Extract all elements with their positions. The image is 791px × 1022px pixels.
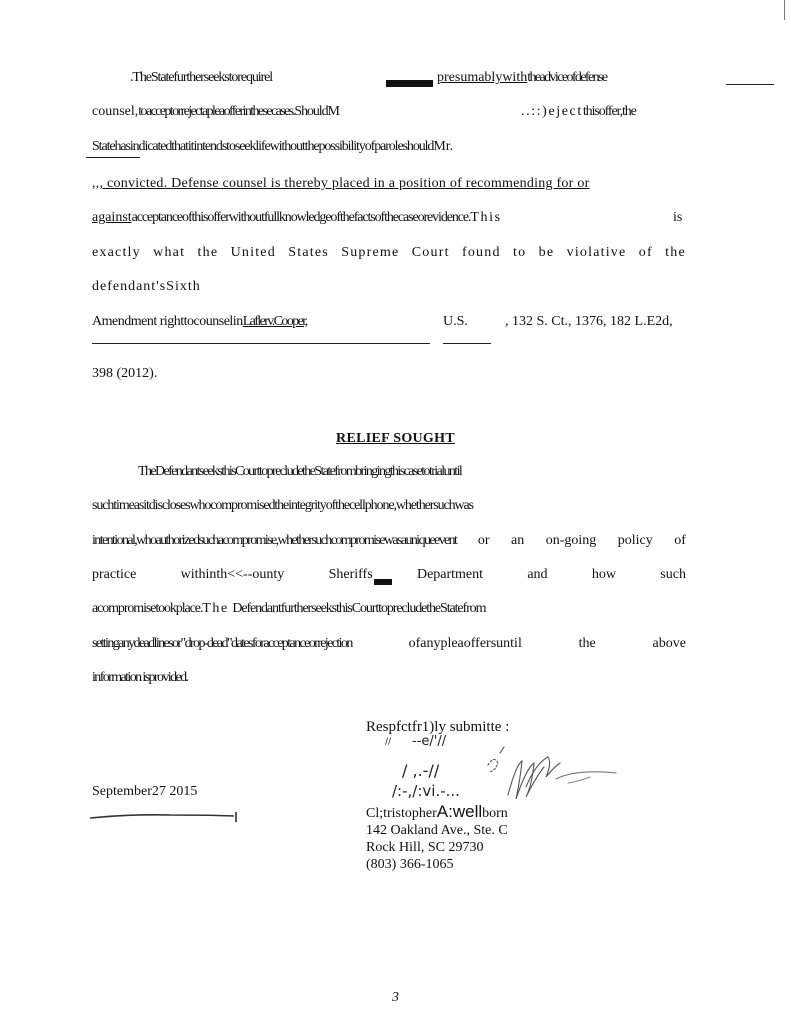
word: withinth<<--ounty bbox=[180, 567, 285, 582]
filing-date: September27 2015 bbox=[92, 784, 198, 799]
para1-line9: 398 (2012). bbox=[92, 366, 158, 381]
word: how bbox=[591, 567, 616, 582]
redaction-bar-small bbox=[374, 579, 392, 585]
relief-line2: suchtimeasitdiscloseswhocompromisedtheintegrityofthecellphone,whethersuchwas bbox=[92, 498, 474, 513]
attorney-address-line1: 142 Oakland Ave., Ste. C bbox=[366, 823, 508, 838]
section-heading: RELIEF SOUGHT bbox=[336, 431, 455, 446]
word: Department bbox=[416, 567, 484, 582]
redaction-rule bbox=[86, 157, 140, 158]
para1-line1: .TheStatefurtherseekstorequirel bbox=[130, 70, 272, 85]
attorney-address-line2: Rock Hill, SC 29730 bbox=[366, 840, 484, 855]
signature-scrawl: /:-,/:vi.-... bbox=[392, 782, 460, 800]
word: settinganydeadlinesor"drop-dead"datesforacceptanceorrejection bbox=[92, 636, 352, 651]
word: to bbox=[513, 245, 527, 260]
relief-line5: acompromisetookplace.The DefendantfurtherseeksthisCourttoprecludetheStatefrom bbox=[92, 601, 486, 616]
word: of bbox=[638, 245, 653, 260]
word: Sheriffs bbox=[328, 567, 373, 582]
word: above bbox=[652, 636, 686, 651]
word: Supreme bbox=[341, 245, 400, 260]
citation-reporter: , 132 S. Ct., 1376, 182 L.E2d, bbox=[505, 314, 673, 329]
word: of bbox=[674, 533, 686, 548]
date-signature-line bbox=[88, 810, 248, 824]
para1-line6 bbox=[92, 244, 686, 262]
header-rule-right bbox=[726, 84, 774, 85]
para1-line8: Amendment righttocounselinLaflerv.Cooper, bbox=[92, 314, 307, 329]
word: on-going bbox=[545, 533, 597, 548]
redaction-bar bbox=[386, 80, 433, 87]
relief-line1: TheDefendantseeksthisCourttoprecludetheStatefrombringingthiscasetotrialuntil bbox=[138, 464, 462, 479]
relief-line6 bbox=[92, 635, 686, 653]
word: what bbox=[153, 245, 186, 260]
word: ofanypleaoffersuntil bbox=[408, 636, 522, 651]
para1-line1-b: presumablywiththeadviceofdefense bbox=[437, 70, 607, 85]
para1-line2-b: ..::)ejectthisoffer,the bbox=[521, 104, 636, 119]
para1-line4: ,,, convicted. Defense counsel is thereby placed in a position of recommending for or bbox=[92, 176, 590, 191]
para1-line7: defendant'sSixth bbox=[92, 279, 201, 294]
word: an bbox=[511, 533, 525, 548]
word: violative bbox=[566, 245, 627, 260]
citation-volume: U.S. bbox=[443, 314, 468, 329]
blank-rule-1 bbox=[92, 343, 430, 344]
word: exactly bbox=[92, 245, 141, 260]
word: be bbox=[538, 245, 555, 260]
word: the bbox=[578, 636, 596, 651]
page-number: 3 bbox=[392, 990, 399, 1005]
relief-line3 bbox=[92, 532, 686, 550]
signature-scrawl: --e/'// bbox=[412, 734, 447, 749]
word: practice bbox=[92, 567, 137, 582]
signature-scrawl: / ,.-// bbox=[402, 761, 440, 780]
case-citation: Laflerv.Cooper, bbox=[242, 314, 307, 329]
para1-line3: StatehasindicatedthatitintendstoseeklifewithoutthepossibilityofparoleshouldMr. bbox=[92, 139, 454, 154]
word: States bbox=[288, 245, 329, 260]
word: found bbox=[462, 245, 501, 260]
word: policy bbox=[617, 533, 653, 548]
para1-line2: counsel,toacceptorrejectapleaofferinthesecases.ShouldM bbox=[92, 104, 339, 119]
word: the bbox=[197, 245, 219, 260]
word: Court bbox=[411, 245, 450, 260]
blank-rule-2 bbox=[443, 343, 491, 344]
para1-line5: againstacceptanceofthisofferwithoutfullknowledgeofthefactsofthecaseorevidence.This bbox=[92, 210, 502, 225]
signature-closing: Respfctfr1)ly submitte : bbox=[366, 719, 510, 735]
word: the bbox=[665, 245, 686, 260]
attorney-phone: (803) 366-1065 bbox=[366, 857, 454, 872]
attorney-name: Cl;tristopherA:wellborn bbox=[366, 802, 508, 821]
word: and bbox=[527, 567, 548, 582]
para1-line5-end: is bbox=[673, 210, 683, 225]
word: or bbox=[477, 533, 490, 548]
signature-scrawl: // bbox=[385, 737, 392, 747]
page-edge-mark bbox=[784, 0, 785, 20]
word: such bbox=[660, 567, 686, 582]
relief-line7: information isprovided. bbox=[92, 670, 188, 685]
word: United bbox=[230, 245, 276, 260]
word: intentional,whoauthorizedsuchacompromise,whethersuchcompromisewasauniqueevent bbox=[92, 533, 457, 548]
